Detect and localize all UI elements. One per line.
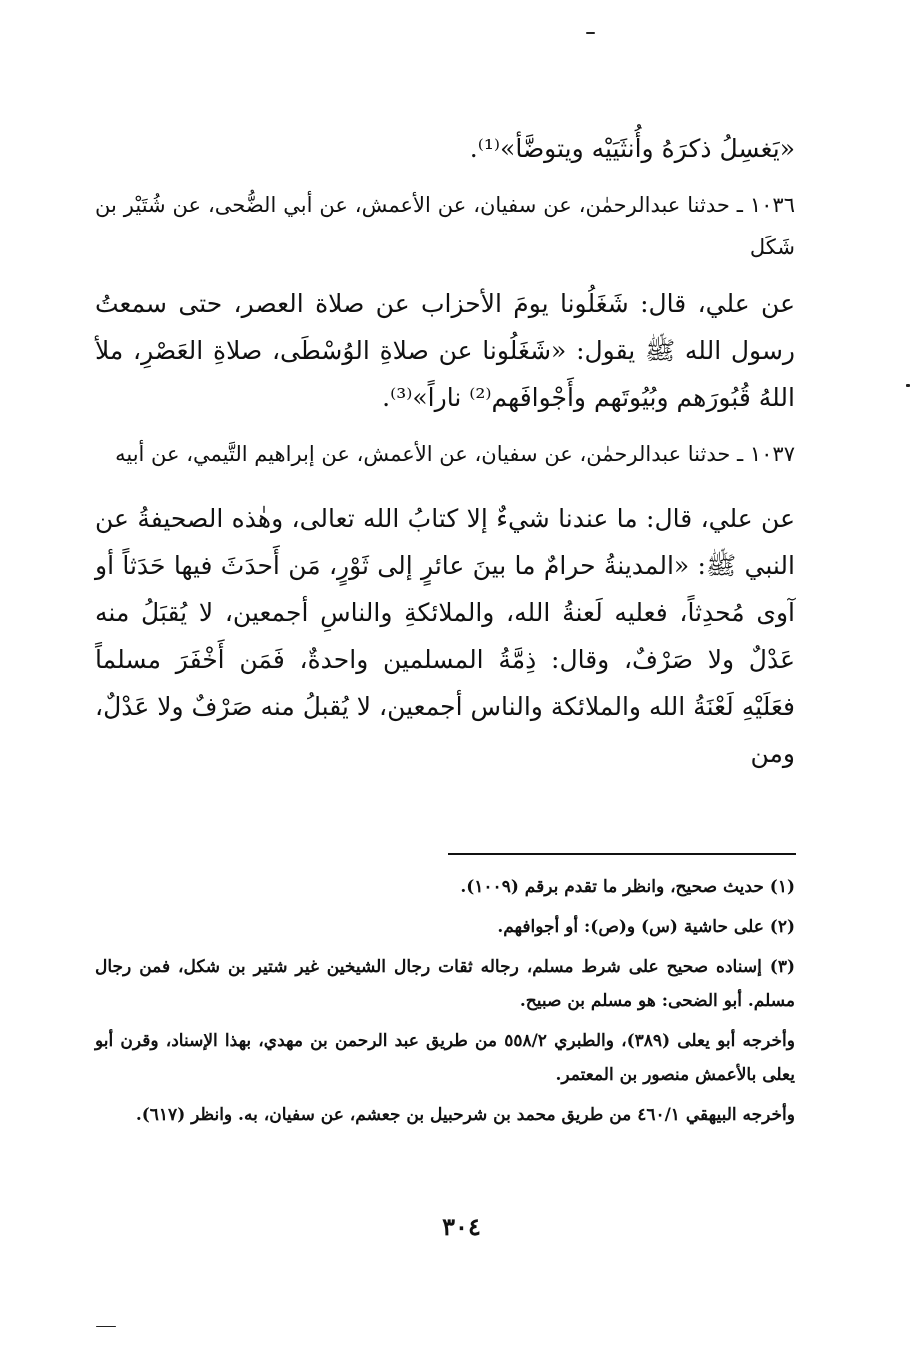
footnote-divider bbox=[448, 853, 796, 855]
footnote-3-continuation-a: وأخرجه أبو يعلى (٣٨٩)، والطبري ٥٥٨/٢ من طريق عبد الرحمن بن مهدي، بهذا الإسناد، وقرن أبو يعلى بالأعمش منصور بن المعتمر. bbox=[95, 1031, 795, 1085]
footnote-2: (٢) على حاشية (س) و(ص): أو أجوافهم. bbox=[497, 917, 795, 937]
scan-speck-bottom bbox=[96, 1326, 116, 1327]
isnad-1036: ١٠٣٦ ـ حدثنا عبدالرحمٰن، عن سفيان، عن الأعمش، عن أبي الضُّحى، عن شُتَيْر بن شَكَل bbox=[95, 193, 795, 259]
scan-speck-top bbox=[586, 32, 595, 34]
page-number: ٣٠٤ bbox=[442, 1212, 481, 1241]
footnote-1: (١) حديث صحيح، وانظر ما تقدم برقم (١٠٠٩). bbox=[460, 877, 795, 897]
isnad-1037: ١٠٣٧ ـ حدثنا عبدالرحمٰن، عن سفيان، عن الأعمش، عن إبراهيم التَّيمي، عن أبيه bbox=[115, 442, 795, 466]
main-text-block bbox=[95, 125, 795, 777]
footnote-3-continuation-b: وأخرجه البيهقي ٤٦٠/١ من طريق محمد بن شرحبيل بن جعشم، عن سفيان، به. وانظر (٦١٧). bbox=[135, 1105, 795, 1125]
hadith-text-1036: عن علي، قال: شَغَلُونا يومَ الأحزاب عن صلاة العصر، حتى سمعتُ رسول الله ﷺ يقول: «شَغَلُونا عن صلاةِ الوُسْطَى، صلاةِ العَصْرِ، ملأ اللهُ قُبُورَهم وبُيُوتَهم وأَجْوافَهم⁽²⁾ ناراً»⁽³⁾. bbox=[95, 289, 795, 412]
hadith-text-1037: عن علي، قال: ما عندنا شيءٌ إلا كتابُ الله تعالى، وهٰذه الصحيفةُ عن النبي ﷺ: «المدينةُ حرامٌ ما بينَ عائرٍ إلى ثَوْرٍ، مَن أَحدَثَ فيها حَدَثاً أو آوى مُحدِثاً، فعليه لَعنةُ الله، والملائكةِ والناسِ أجمعين، لا يُقبَلُ منه عَدْلٌ ولا صَرْفٌ، وقال: ذِمَّةُ المسلمين واحدةٌ، فَمَن أَخْفَرَ مسلماً فعَلَيْهِ لَعْنَةُ الله والملائكة والناس أجمعين، لا يُقبلُ منه صَرْفٌ ولا عَدْلٌ، ومن bbox=[95, 504, 795, 768]
scan-speck-right bbox=[906, 384, 910, 387]
footnote-3: (٣) إسناده صحيح على شرط مسلم، رجاله ثقات رجال الشيخين غير شتير بن شكل، فمن رجال مسلم. أبو الضحى: هو مسلم بن صبيح. bbox=[95, 957, 795, 1011]
hadith-text-1035-ending: «يَغسِلُ ذكرَهُ وأُنثَيَيْه ويتوضَّأ»⁽¹⁾. bbox=[469, 134, 795, 163]
footnotes-block bbox=[95, 870, 795, 1132]
